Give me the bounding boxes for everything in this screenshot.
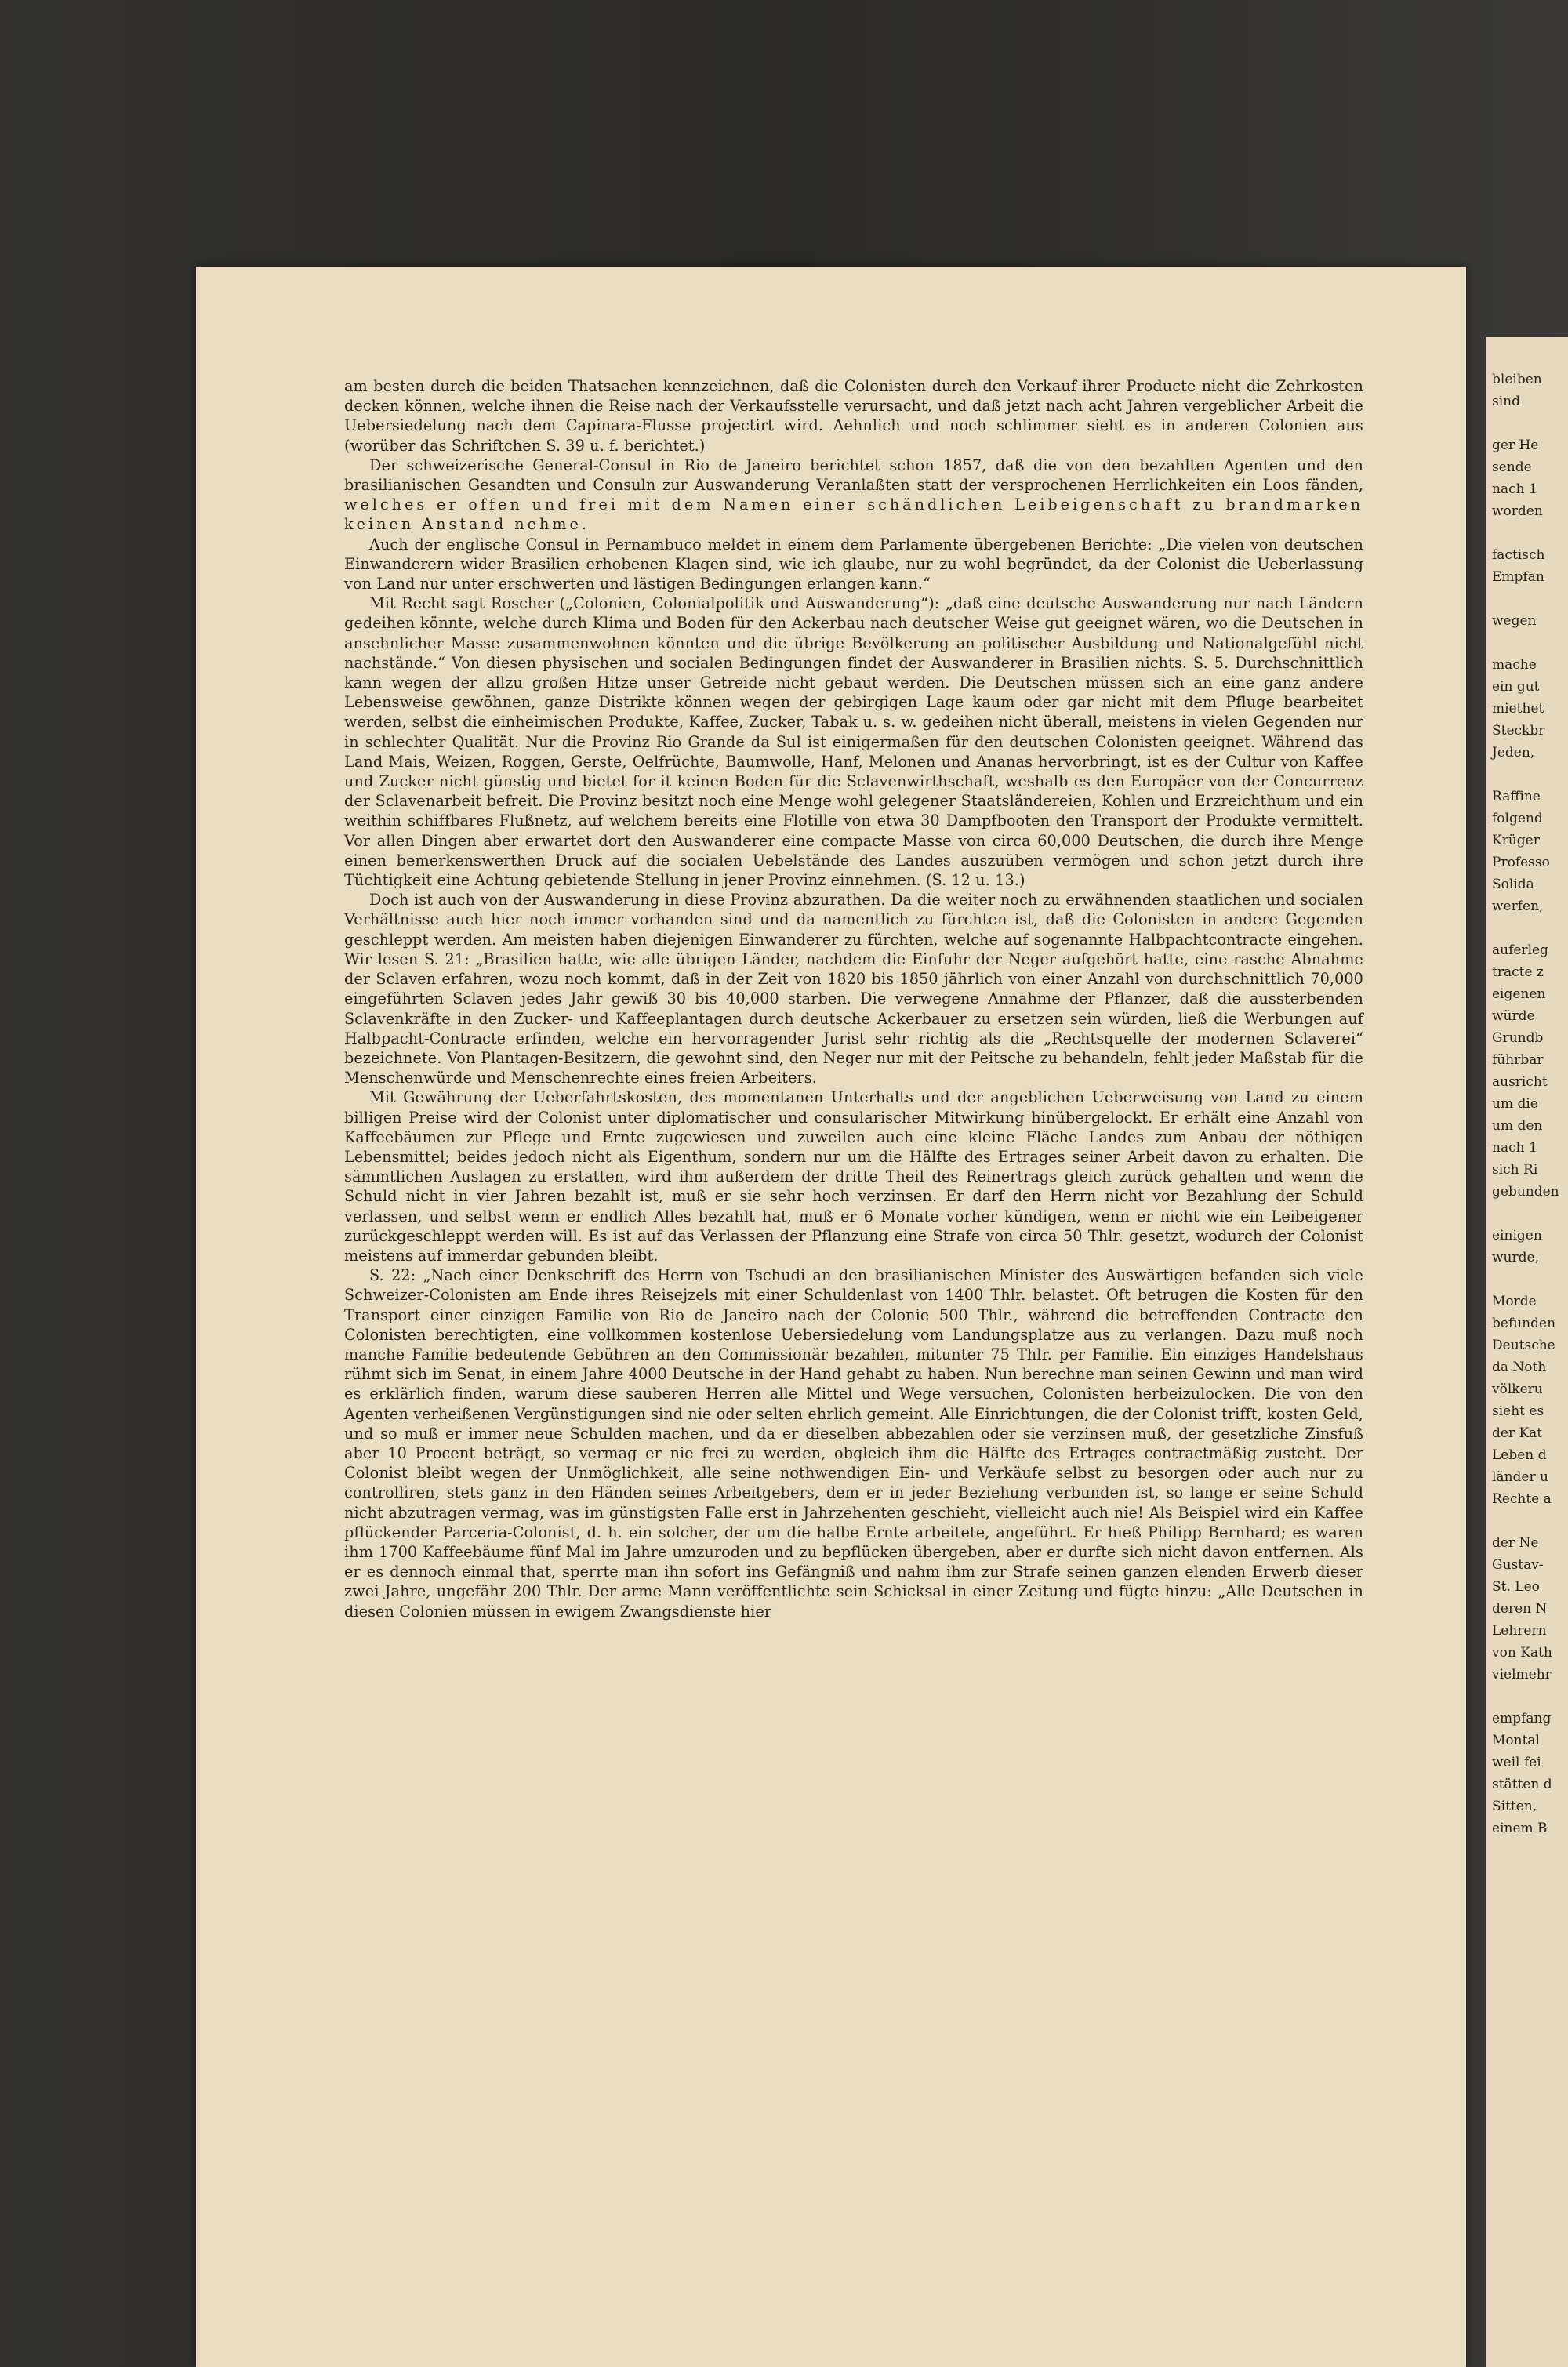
body-text [344, 376, 1363, 1621]
paragraph: Doch ist auch von der Auswanderung in diese Provinz abzurathen. Da die weiter noch zu erwähnenden staatlichen und socialen Verhältnisse auch hier noch immer vorhanden sind und da namentlich zu fürchten ist, daß die Colonisten in andere Gegenden geschleppt werden. Am meisten haben diejenigen Einwanderer zu fürchten, welche auf sogenannte Halbpachtcontracte eingehen. Wir lesen S. 21: „Brasilien hatte, wie alle übrigen Länder, nachdem die Einfuhr der Neger aufgehört hatte, eine rasche Abnahme der Sclaven erfahren, wozu noch kommt, daß in der Zeit von 1820 bis 1850 jährlich von einer Anzahl von durchschnittlich 70,000 eingeführten Sclaven jedes Jahr gewiß 30 bis 40,000 starben. Die verwegene Annahme der Pflanzer, daß die aussterbenden Sclavenkräfte in den Zucker- und Kaffeeplantagen durch deutsche Ackerbauer zu ersetzen sein würden, ließ die Werbungen auf Halbpacht-Contracte erfinden, welche ein hervorragender Jurist sehr richtig als die „Rechtsquelle der modernen Sclaverei“ bezeichnete. Von Plantagen-Besitzern, die gewohnt sind, den Neger nur mit der Peitsche zu behandeln, fehlt jeder Maßstab für die Menschenwürde und Menschenrechte eines freien Arbeiters. [344, 891, 1363, 1087]
margin-line: Lehrern [1492, 1623, 1547, 1639]
paragraph: Mit Gewährung der Ueberfahrtskosten, des momentanen Unterhalts und der angeblichen Ueberweisung von Land zu einem billigen Preise wird der Colonist unter diplomatischer und consularischer Mitwirkung hinübergelockt. Er erhält eine Anzahl von Kaffeebäumen zur Pflege und Ernte zugewiesen und zuweilen auch eine kleine Fläche Landes zum Anbau der nöthigen Lebensmittel; beides jedoch nicht als Eigenthum, sondern nur um die Hälfte des Ertrages seiner Arbeit davon zu erhalten. Die sämmtlichen Auslagen zu erstatten, wird ihm außerdem der dritte Theil des Reinertrags gleich zurück gehalten und wenn die Schuld nicht in vier Jahren bezahlt ist, muß er sie sehr hoch verzinsen. Er darf den Herrn nicht vor Bezahlung der Schuld verlassen, und selbst wenn er endlich Alles bezahlt hat, muß er 6 Monate vorher kündigen, wenn er nicht wie ein Leibeigener zurückgeschleppt werden will. Es ist auf das Verlassen der Pflanzung eine Strafe von circa 50 Thlr. gesetzt, wodurch der Colonist meistens auf immerdar gebunden bleibt. [344, 1088, 1363, 1265]
paragraph [344, 456, 1363, 535]
margin-line: empfang [1492, 1711, 1552, 1726]
margin-line: wurde, [1492, 1250, 1539, 1265]
margin-line: weil fei [1492, 1755, 1541, 1770]
margin-line: sind [1492, 394, 1520, 409]
margin-line: würde [1492, 1008, 1535, 1024]
margin-line: um den [1492, 1118, 1543, 1134]
margin-line [1492, 1510, 1568, 1532]
margin-line: befunden [1492, 1316, 1556, 1331]
margin-line: factisch [1492, 547, 1545, 563]
paragraph: am besten durch die beiden Thatsachen kennzeichnen, daß die Colonisten durch den Verkauf ihrer Producte nicht die Zehrkosten decken können, welche ihnen die Reise nach der Verkaufsstelle verursacht, und daß jetzt nach acht Jahren vergeblicher Arbeit die Uebersiedelung nach dem Capinara-Flusse projectirt wird. Aehnlich und noch schlimmer sieht es in anderen Colonien aus (worüber das Schriftchen S. 39 u. f. berichtet.) [344, 377, 1363, 455]
margin-line: Raffine [1492, 789, 1541, 804]
margin-line: deren N [1492, 1601, 1548, 1617]
margin-line: Deutsche [1492, 1338, 1555, 1353]
margin-line [1492, 917, 1568, 939]
margin-line: ger He [1492, 437, 1539, 453]
margin-line: nach 1 [1492, 1140, 1537, 1156]
margin-line [1492, 1269, 1568, 1291]
paragraph: S. 22: „Nach einer Denkschrift des Herrn von Tschudi an den brasilianischen Minister des Auswärtigen befanden sich viele Schweizer-Colonisten am Ende ihres Reisejzels mit einer Schuldenlast von 1400 Thlr. belastet. Oft betrugen die Kosten für den Transport einer einzigen Familie von Rio de Janeiro nach der Colonie 500 Thlr., während die betreffenden Contracte den Colonisten berechtigten, eine vollkommen kostenlose Uebersiedelung vom Landungsplatze aus zu verlangen. Dazu muß noch manche Familie bedeutende Gebühren an den Commissionär bezahlen, mitunter 75 Thlr. per Familie. Ein einziges Handelshaus rühmt sich im Senat, in einem Jahre 4000 Deutsche in der Hand gehabt zu haben. Nun berechne man seinen Gewinn und man wird es erklärlich finden, warum diese sauberen Herren alle Mittel und Wege versuchen, Colonisten herbeizulocken. Die von den Agenten verheißenen Vergünstigungen sind nie oder selten ehrlich gemeint. Alle Einrichtungen, die der Colonist trifft, kosten Geld, und so muß er immer neue Schulden machen, und da er dieselben abbezahlen oder sie verzinsen muß, der gesetzliche Zinsfuß aber 10 Procent beträgt, so vermag er nie frei zu werden, obgleich ihm die Hälfte des Ertrages contractmäßig zusteht. Der Colonist bleibt wegen der Unmöglichkeit, alle seine nothwendigen Ein- und Verkäufe selbst zu besorgen oder auch nur zu controlliren, stets ganz in den Händen seines Arbeitgebers, dem er in jeder Beziehung verbunden ist, so lange er seine Schuld nicht abzutragen vermag, was im günstigsten Falle erst in Jahrzehenten geschieht, vielleicht auch nie! Als Beispiel wird ein Kaffee pflückender Parceria-Colonist, d. h. ein solcher, der um die halbe Ernte arbeitete, angeführt. Er hieß Philipp Bernhard; es waren ihm 1700 Kaffeebäume fünf Mal im Jahre umzuroden und zu bepflücken übergeben, aber er durfte sich nicht davon entfernen. Als er es dennoch einmal that, sperrte man ihn sofort ins Gefängniß und nahm ihm zur Strafe seinen ganzen elenden Erwerb dieser zwei Jahre, ungefähr 200 Thlr. Der arme Mann veröffentlichte sein Schicksal in einer Zeitung und fügte hinzu: „Alle Deutschen in diesen Colonien müssen in ewigem Zwangsdienste hier [344, 1266, 1363, 1621]
margin-line: Gustav- [1492, 1557, 1544, 1573]
margin-line: sende [1492, 459, 1532, 475]
margin-line: tracte z [1492, 964, 1544, 980]
margin-line [1492, 412, 1568, 434]
paragraph: Mit Recht sagt Roscher („Colonien, Colonialpolitik und Auswanderung“): „daß eine deutsche Auswanderung nur nach Ländern gedeihen könnte, welche durch Klima und Boden für den Ackerbau nach deutscher Weise gut geeignet wären, wo die Deutschen in ansehnlicher Masse zusammenwohnen könnten und die übrige Bevölkerung an politischer Ausbildung und Nationalgefühl nicht nachstände.“ Von diesen physischen und socialen Bedingungen findet der Auswanderer in Brasilien nichts. S. 5. Durchschnittlich kann wegen der allzu großen Hitze unser Getreide nicht gebaut werden. Die Deutschen müssen sich an eine ganz andere Lebensweise gewöhnen, ganze Distrikte können wegen der gebirgigen Lage kaum oder gar nicht mit dem Pfluge bearbeitet werden, selbst die einheimischen Produkte, Kaffee, Zucker, Tabak u. s. w. gedeihen nicht überall, meistens in vielen Gegenden nur in schlechter Qualität. Nur die Provinz Rio Grande da Sul ist einigermaßen für den deutschen Colonisten geeignet. Während das Land Mais, Weizen, Roggen, Gerste, Oelfrüchte, Baumwolle, Hanf, Melonen und Ananas hervorbringt, ist es der Cultur von Kaffee und Zucker nicht günstig und bietet for it keinen Boden für die Sclavenwirthschaft, weshalb es den Europäer von der Concurrenz der Sclavenarbeit befreit. Die Provinz besitzt noch eine Menge wohl gelegener Staatsländereien, Kohlen und Erzreichthum und ein weithin schiffbares Flußnetz, auf welchem bereits eine Flotille von etwa 30 Dampfbooten den Transport der Produkte vermittelt. Vor allen Dingen aber erwartet dort den Auswanderer eine compacte Masse von circa 60,000 Deutschen, die durch ihre Menge einen bemerkenswerthen Druck auf die socialen Uebelstände des Landes auszuüben vermögen und schon jetzt durch ihre Tüchtigkeit eine Achtung gebietende Stellung in jener Provinz einnehmen. (S. 12 u. 13.) [344, 594, 1363, 890]
margin-line: der Kat [1492, 1425, 1543, 1441]
margin-line: Steckbr [1492, 723, 1545, 739]
margin-line: nach 1 [1492, 481, 1537, 497]
margin-line [1492, 1203, 1568, 1225]
margin-line: Grundb [1492, 1030, 1544, 1046]
margin-line: Krüger [1492, 833, 1540, 848]
paragraph: Auch der englische Consul in Pernambuco meldet in einem dem Parlamente übergebenen Berichte: „Die vielen von deutschen Einwanderern wider Brasilien erhobenen Klagen sind, wie ich glaube, nur zu wohl begründet, da der Colonist die Ueberlassung von Land nur unter erschwerten und lästigen Bedingungen erlangen kann.“ [344, 535, 1363, 594]
spaced-emphasis: welches er offen und frei mit dem Namen einer schändlichen Leibeigenschaft zu brandmarken keinen Anstand nehme. [344, 496, 1363, 534]
paragraph-text: Der schweizerische General-Consul in Rio de Janeiro berichtet schon 1857, daß die von den bezahlten Agenten und den brasilianischen Gesandten und Consuln zur Auswanderung Veranlaßten statt der versprochenen Herrlichkeiten ein Loos fänden, [344, 456, 1363, 495]
margin-line: da Noth [1492, 1360, 1547, 1375]
margin-line: Sitten, [1492, 1799, 1537, 1814]
margin-line: werfen, [1492, 899, 1544, 914]
margin-line: worden [1492, 503, 1543, 519]
margin-line: Rechte a [1492, 1491, 1552, 1507]
adjacent-page-text [1492, 368, 1568, 1839]
margin-line: bleiben [1492, 372, 1542, 387]
margin-line: Jeden, [1492, 745, 1535, 761]
margin-line: Empfan [1492, 569, 1544, 585]
margin-line: Leben d [1492, 1447, 1547, 1463]
margin-line [1492, 522, 1568, 544]
margin-line: wegen [1492, 613, 1537, 629]
margin-line: St. Leo [1492, 1579, 1540, 1595]
margin-line [1492, 1686, 1568, 1708]
margin-line: ein gut [1492, 679, 1540, 695]
margin-line: mache [1492, 657, 1537, 673]
margin-line: völkeru [1492, 1381, 1543, 1397]
margin-line: einem B [1492, 1821, 1548, 1836]
margin-line: auferleg [1492, 942, 1548, 958]
margin-line [1492, 764, 1568, 786]
margin-line: sich Ri [1492, 1162, 1538, 1178]
margin-line: gebunden [1492, 1184, 1559, 1200]
margin-line: stätten d [1492, 1777, 1552, 1792]
margin-line: Montal [1492, 1733, 1540, 1748]
margin-line: einigen [1492, 1228, 1542, 1243]
margin-line: Professo [1492, 855, 1550, 870]
margin-line: eigenen [1492, 986, 1546, 1002]
document-page [196, 267, 1466, 2367]
margin-line: ausricht [1492, 1074, 1548, 1090]
margin-line: Morde [1492, 1294, 1537, 1309]
margin-line: von Kath [1492, 1645, 1552, 1661]
margin-line: folgend [1492, 811, 1543, 826]
margin-line [1492, 588, 1568, 610]
margin-line: sieht es [1492, 1403, 1544, 1419]
margin-line: führbar [1492, 1052, 1544, 1068]
margin-line: Solida [1492, 877, 1534, 892]
margin-line: um die [1492, 1096, 1538, 1112]
adjacent-page-edge [1486, 337, 1568, 2367]
margin-line: miethet [1492, 701, 1544, 717]
margin-line: länder u [1492, 1469, 1548, 1485]
margin-line: der Ne [1492, 1535, 1539, 1551]
margin-line [1492, 632, 1568, 654]
margin-line: vielmehr [1492, 1667, 1552, 1683]
